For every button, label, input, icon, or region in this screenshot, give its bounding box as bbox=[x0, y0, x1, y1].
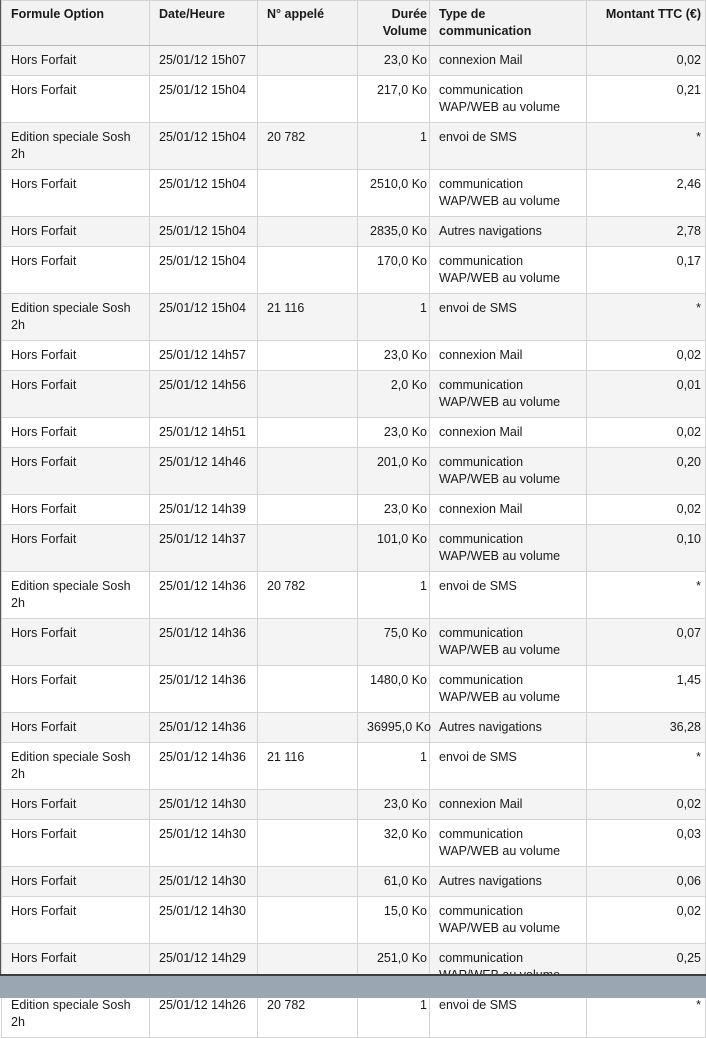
header-numero-appele[interactable]: N° appelé bbox=[258, 1, 358, 46]
header-montant-ttc[interactable]: Montant TTC (€) bbox=[587, 1, 706, 46]
cell-formule-option: Edition speciale Sosh 2h bbox=[2, 294, 150, 341]
cell-date-heure: 25/01/12 14h36 bbox=[150, 619, 258, 666]
cell-duree-volume: 1 bbox=[358, 123, 430, 170]
cell-numero-appele bbox=[258, 76, 358, 123]
cell-type-communication: Autres navigations bbox=[430, 867, 587, 897]
cell-date-heure: 25/01/12 15h04 bbox=[150, 247, 258, 294]
cell-formule-option: Hors Forfait bbox=[2, 418, 150, 448]
table-row bbox=[2, 371, 706, 418]
cell-date-heure: 25/01/12 14h36 bbox=[150, 713, 258, 743]
table-row bbox=[2, 418, 706, 448]
cell-duree-volume: 217,0 Ko bbox=[358, 76, 430, 123]
cell-date-heure: 25/01/12 14h30 bbox=[150, 897, 258, 944]
cell-formule-option: Edition speciale Sosh 2h bbox=[2, 991, 150, 1038]
cell-montant-ttc: 0,02 bbox=[587, 418, 706, 448]
cell-numero-appele bbox=[258, 247, 358, 294]
cell-montant-ttc: 0,03 bbox=[587, 820, 706, 867]
cell-formule-option: Hors Forfait bbox=[2, 448, 150, 495]
cell-montant-ttc: 2,46 bbox=[587, 170, 706, 217]
cell-formule-option: Hors Forfait bbox=[2, 341, 150, 371]
cell-date-heure: 25/01/12 14h36 bbox=[150, 666, 258, 713]
cell-duree-volume: 75,0 Ko bbox=[358, 619, 430, 666]
cell-type-communication: communication WAP/WEB au volume bbox=[430, 820, 587, 867]
cell-duree-volume: 23,0 Ko bbox=[358, 495, 430, 525]
header-type-communication[interactable]: Type de communication bbox=[430, 1, 587, 46]
cell-numero-appele bbox=[258, 820, 358, 867]
cell-type-communication: connexion Mail bbox=[430, 418, 587, 448]
cell-duree-volume: 1 bbox=[358, 991, 430, 1038]
table-row bbox=[2, 572, 706, 619]
cell-type-communication: communication WAP/WEB au volume bbox=[430, 897, 587, 944]
cell-formule-option: Hors Forfait bbox=[2, 619, 150, 666]
cell-type-communication: communication bbox=[430, 944, 587, 991]
cell-duree-volume: 1480,0 Ko bbox=[358, 666, 430, 713]
cell-montant-ttc: * bbox=[587, 123, 706, 170]
cell-duree-volume: 201,0 Ko bbox=[358, 448, 430, 495]
cell-type-communication: communication WAP/WEB au volume bbox=[430, 170, 587, 217]
cell-numero-appele: 20 782 bbox=[258, 123, 358, 170]
cell-montant-ttc: * bbox=[587, 294, 706, 341]
cell-date-heure: 25/01/12 15h04 bbox=[150, 217, 258, 247]
table-row bbox=[2, 217, 706, 247]
cell-duree-volume: 23,0 Ko bbox=[358, 790, 430, 820]
table-row bbox=[2, 525, 706, 572]
cell-type-communication: envoi de SMS bbox=[430, 572, 587, 619]
cell-montant-ttc: 0,02 bbox=[587, 897, 706, 944]
cell-numero-appele: 20 782 bbox=[258, 572, 358, 619]
cell-duree-volume: 170,0 Ko bbox=[358, 247, 430, 294]
cell-duree-volume: 1 bbox=[358, 572, 430, 619]
cell-numero-appele bbox=[258, 371, 358, 418]
cell-type-communication: communication WAP/WEB au volume bbox=[430, 448, 587, 495]
cell-numero-appele bbox=[258, 713, 358, 743]
cell-duree-volume: 2835,0 Ko bbox=[358, 217, 430, 247]
cell-numero-appele bbox=[258, 897, 358, 944]
cell-numero-appele bbox=[258, 867, 358, 897]
cell-date-heure: 25/01/12 14h30 bbox=[150, 820, 258, 867]
cell-formule-option: Edition speciale Sosh 2h bbox=[2, 743, 150, 790]
header-formule-option[interactable]: Formule Option bbox=[2, 1, 150, 46]
cell-montant-ttc: 0,01 bbox=[587, 371, 706, 418]
cell-date-heure: 25/01/12 14h51 bbox=[150, 418, 258, 448]
table-body bbox=[2, 46, 706, 1038]
cell-montant-ttc: 0,02 bbox=[587, 495, 706, 525]
cell-type-communication: Autres navigations bbox=[430, 713, 587, 743]
cell-duree-volume: 36995,0 Ko bbox=[358, 713, 430, 743]
cell-formule-option: Hors Forfait bbox=[2, 371, 150, 418]
cell-numero-appele bbox=[258, 46, 358, 76]
cell-date-heure: 25/01/12 14h57 bbox=[150, 341, 258, 371]
cell-type-communication: communication WAP/WEB au volume bbox=[430, 666, 587, 713]
cell-date-heure: 25/01/12 14h30 bbox=[150, 867, 258, 897]
cell-type-communication: connexion Mail bbox=[430, 790, 587, 820]
cell-numero-appele bbox=[258, 341, 358, 371]
cell-numero-appele bbox=[258, 495, 358, 525]
cell-type-communication: connexion Mail bbox=[430, 46, 587, 76]
cell-duree-volume: 61,0 Ko bbox=[358, 867, 430, 897]
cell-type-communication: communication WAP/WEB au volume bbox=[430, 76, 587, 123]
cell-duree-volume: 23,0 Ko bbox=[358, 418, 430, 448]
cell-montant-ttc: * bbox=[587, 991, 706, 1038]
cell-formule-option: Hors Forfait bbox=[2, 76, 150, 123]
cell-type-communication: communication WAP/WEB au volume bbox=[430, 525, 587, 572]
cell-formule-option: Hors Forfait bbox=[2, 247, 150, 294]
page-footer-bar bbox=[0, 976, 706, 998]
table-row bbox=[2, 341, 706, 371]
cell-numero-appele: 21 116 bbox=[258, 294, 358, 341]
cell-formule-option: Hors Forfait bbox=[2, 495, 150, 525]
cell-montant-ttc: 0,02 bbox=[587, 46, 706, 76]
cell-date-heure: 25/01/12 14h29 bbox=[150, 944, 258, 991]
cell-montant-ttc: 1,45 bbox=[587, 666, 706, 713]
cell-date-heure: 25/01/12 14h46 bbox=[150, 448, 258, 495]
header-date-heure[interactable]: Date/Heure bbox=[150, 1, 258, 46]
cell-formule-option: Hors Forfait bbox=[2, 897, 150, 944]
cell-type-communication: communication WAP/WEB au volume bbox=[430, 371, 587, 418]
cell-type-communication: connexion Mail bbox=[430, 341, 587, 371]
cell-formule-option: Hors Forfait bbox=[2, 217, 150, 247]
cell-montant-ttc: 2,78 bbox=[587, 217, 706, 247]
table-row bbox=[2, 76, 706, 123]
table-row bbox=[2, 619, 706, 666]
cell-montant-ttc: 0,20 bbox=[587, 448, 706, 495]
cell-type-communication: connexion Mail bbox=[430, 495, 587, 525]
cell-date-heure: 25/01/12 14h39 bbox=[150, 495, 258, 525]
table-row bbox=[2, 790, 706, 820]
cell-duree-volume: 101,0 Ko bbox=[358, 525, 430, 572]
cell-montant-ttc: 36,28 bbox=[587, 713, 706, 743]
cell-type-communication: envoi de SMS bbox=[430, 123, 587, 170]
cell-date-heure: 25/01/12 15h04 bbox=[150, 123, 258, 170]
cell-type-communication: envoi de SMS bbox=[430, 294, 587, 341]
cell-type-communication: envoi de SMS bbox=[430, 743, 587, 790]
cell-numero-appele bbox=[258, 217, 358, 247]
cell-duree-volume: 32,0 Ko bbox=[358, 820, 430, 867]
cell-formule-option: Hors Forfait bbox=[2, 525, 150, 572]
cell-numero-appele: 21 116 bbox=[258, 743, 358, 790]
cell-date-heure: 25/01/12 14h30 bbox=[150, 790, 258, 820]
table-row bbox=[2, 713, 706, 743]
cell-numero-appele: 20 782 bbox=[258, 991, 358, 1038]
cell-duree-volume: 1 bbox=[358, 294, 430, 341]
cell-formule-option: Hors Forfait bbox=[2, 666, 150, 713]
cell-date-heure: 25/01/12 14h37 bbox=[150, 525, 258, 572]
cell-type-communication: communication WAP/WEB au volume bbox=[430, 247, 587, 294]
cell-montant-ttc: 0,07 bbox=[587, 619, 706, 666]
cell-type-communication: Autres navigations bbox=[430, 217, 587, 247]
table-row bbox=[2, 247, 706, 294]
cell-formule-option: Hors Forfait bbox=[2, 944, 150, 991]
table-row bbox=[2, 666, 706, 713]
cell-formule-option: Hors Forfait bbox=[2, 820, 150, 867]
cell-numero-appele bbox=[258, 418, 358, 448]
cell-formule-option: Hors Forfait bbox=[2, 46, 150, 76]
cell-duree-volume: 23,0 Ko bbox=[358, 341, 430, 371]
cell-montant-ttc: 0,02 bbox=[587, 790, 706, 820]
cell-montant-ttc: 0,25 bbox=[587, 944, 706, 991]
cell-montant-ttc: 0,02 bbox=[587, 341, 706, 371]
table-row bbox=[2, 448, 706, 495]
cell-duree-volume: 15,0 Ko bbox=[358, 897, 430, 944]
cell-type-communication: communication WAP/WEB au volume bbox=[430, 619, 587, 666]
cell-date-heure: 25/01/12 15h04 bbox=[150, 170, 258, 217]
cell-numero-appele bbox=[258, 170, 358, 217]
cell-duree-volume: 23,0 Ko bbox=[358, 46, 430, 76]
cell-duree-volume: 1 bbox=[358, 743, 430, 790]
table-row bbox=[2, 820, 706, 867]
cell-date-heure: 25/01/12 14h36 bbox=[150, 743, 258, 790]
cell-type-communication: envoi de SMS bbox=[430, 991, 587, 1038]
table-row bbox=[2, 170, 706, 217]
cell-numero-appele bbox=[258, 666, 358, 713]
cell-montant-ttc: * bbox=[587, 743, 706, 790]
cell-formule-option: Hors Forfait bbox=[2, 713, 150, 743]
cell-montant-ttc: 0,17 bbox=[587, 247, 706, 294]
cell-numero-appele bbox=[258, 448, 358, 495]
cell-montant-ttc: 0,10 bbox=[587, 525, 706, 572]
table-row bbox=[2, 123, 706, 170]
table-header-row bbox=[2, 1, 706, 46]
cell-montant-ttc: * bbox=[587, 572, 706, 619]
table-row bbox=[2, 495, 706, 525]
header-duree-volume[interactable]: Durée Volume bbox=[358, 1, 430, 46]
cell-formule-option: Hors Forfait bbox=[2, 867, 150, 897]
table-row bbox=[2, 743, 706, 790]
cell-numero-appele bbox=[258, 790, 358, 820]
cell-montant-ttc: 0,06 bbox=[587, 867, 706, 897]
cell-formule-option: Hors Forfait bbox=[2, 790, 150, 820]
table-row bbox=[2, 294, 706, 341]
cell-formule-option: Edition speciale Sosh 2h bbox=[2, 572, 150, 619]
cell-date-heure: 25/01/12 14h36 bbox=[150, 572, 258, 619]
cell-numero-appele bbox=[258, 619, 358, 666]
cell-duree-volume: 251,0 Ko bbox=[358, 944, 430, 991]
cell-formule-option: Hors Forfait bbox=[2, 170, 150, 217]
cell-numero-appele bbox=[258, 525, 358, 572]
billing-detail-table bbox=[1, 0, 706, 1038]
cell-date-heure: 25/01/12 15h04 bbox=[150, 76, 258, 123]
cell-duree-volume: 2,0 Ko bbox=[358, 371, 430, 418]
cell-duree-volume: 2510,0 Ko bbox=[358, 170, 430, 217]
cell-date-heure: 25/01/12 14h56 bbox=[150, 371, 258, 418]
cell-montant-ttc: 0,21 bbox=[587, 76, 706, 123]
cell-date-heure: 25/01/12 15h07 bbox=[150, 46, 258, 76]
table-row bbox=[2, 867, 706, 897]
cell-date-heure: 25/01/12 14h26 bbox=[150, 991, 258, 1038]
cell-formule-option: Edition speciale Sosh 2h bbox=[2, 123, 150, 170]
cell-date-heure: 25/01/12 15h04 bbox=[150, 294, 258, 341]
table-row bbox=[2, 46, 706, 76]
table-row bbox=[2, 897, 706, 944]
